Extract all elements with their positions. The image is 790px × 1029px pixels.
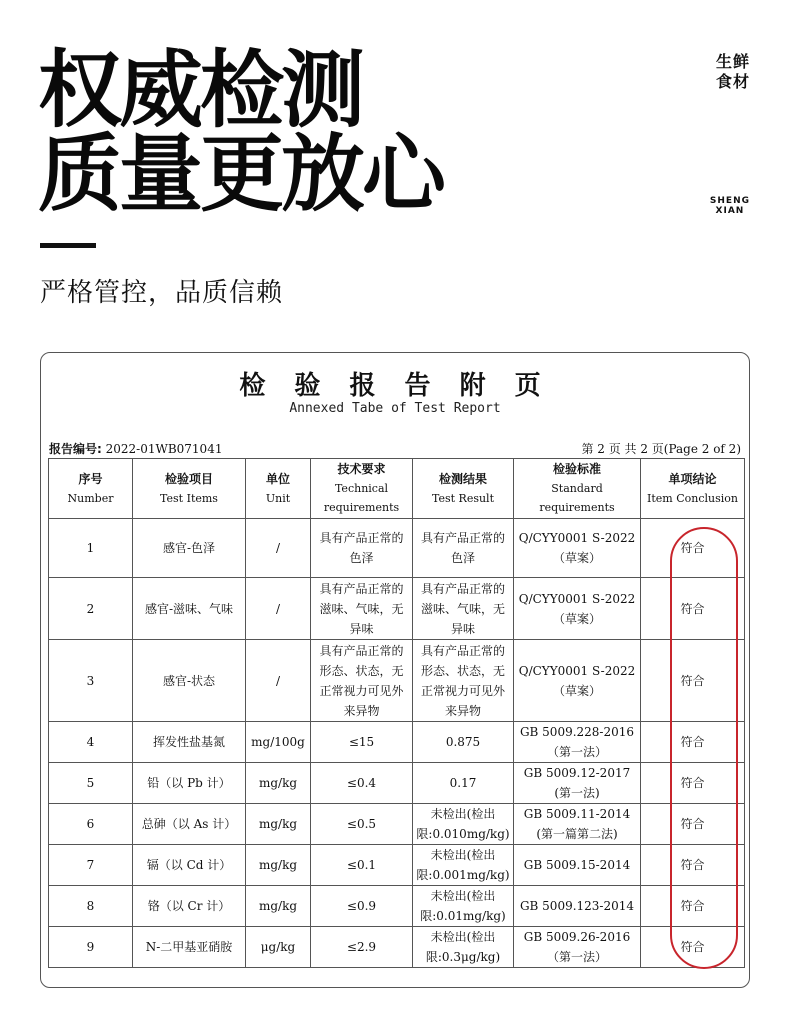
table-row xyxy=(49,804,745,845)
cell-standard: GB 5009.228-2016 （第一法） xyxy=(514,722,641,763)
cell-requirement: ≤0.5 xyxy=(311,804,413,845)
cell-standard: GB 5009.11-2014 (第一篇第二法) xyxy=(514,804,641,845)
table-row xyxy=(49,722,745,763)
cell-conclusion: 符合 xyxy=(641,845,745,886)
report-number-label: 报告编号: xyxy=(49,442,102,456)
cell-number: 5 xyxy=(49,763,133,804)
cell-unit: mg/kg xyxy=(246,804,311,845)
headline-line-1: 权威检测 xyxy=(38,41,363,139)
table-row xyxy=(49,886,745,927)
header-test-items: 检验项目 Test Items xyxy=(133,459,246,519)
cell-requirement: 具有产品正常的色泽 xyxy=(311,519,413,578)
report-table xyxy=(48,458,745,968)
cell-conclusion: 符合 xyxy=(641,763,745,804)
header-standard-requirements: 检验标准 Standard requirements xyxy=(514,459,641,519)
cell-requirement: ≤2.9 xyxy=(311,927,413,968)
cell-result: 0.875 xyxy=(413,722,514,763)
cell-number: 9 xyxy=(49,927,133,968)
category-pinyin-line-2: XIAN xyxy=(715,206,745,216)
cell-standard: Q/CYY0001 S-2022 （草案） xyxy=(514,640,641,722)
cell-number: 7 xyxy=(49,845,133,886)
cell-test-item: 感官-滋味、气味 xyxy=(133,578,246,640)
category-tag-line-1: 生鲜 xyxy=(715,52,750,71)
cell-result: 未检出(检出限:0.010mg/kg) xyxy=(413,804,514,845)
cell-conclusion: 符合 xyxy=(641,804,745,845)
header-unit: 单位 Unit xyxy=(246,459,311,519)
cell-requirement: ≤0.9 xyxy=(311,886,413,927)
cell-result: 具有产品正常的形态、状态，无正常视力可见外来异物 xyxy=(413,640,514,722)
cell-test-item: 铬（以 Cr 计） xyxy=(133,886,246,927)
headline-line-2: 质量更放心 xyxy=(38,125,444,223)
cell-test-item: 挥发性盐基氮 xyxy=(133,722,246,763)
cell-unit: mg/100g xyxy=(246,722,311,763)
cell-test-item: N-二甲基亚硝胺 xyxy=(133,927,246,968)
cell-unit: μg/kg xyxy=(246,927,311,968)
table-row xyxy=(49,845,745,886)
cell-number: 1 xyxy=(49,519,133,578)
cell-test-item: 总砷（以 As 计） xyxy=(133,804,246,845)
header-number: 序号 Number xyxy=(49,459,133,519)
test-report-card xyxy=(40,352,750,988)
cell-requirement: ≤15 xyxy=(311,722,413,763)
report-number-value: 2022-01WB071041 xyxy=(105,442,223,456)
cell-result: 具有产品正常的色泽 xyxy=(413,519,514,578)
cell-standard: GB 5009.15-2014 xyxy=(514,845,641,886)
cell-number: 8 xyxy=(49,886,133,927)
cell-standard: Q/CYY0001 S-2022 （草案） xyxy=(514,519,641,578)
category-pinyin-line-1: SHENG xyxy=(709,196,750,206)
cell-conclusion: 符合 xyxy=(641,640,745,722)
page-info: 第 2 页 共 2 页(Page 2 of 2) xyxy=(581,442,741,456)
cell-number: 4 xyxy=(49,722,133,763)
cell-result: 未检出(检出限:0.3μg/kg) xyxy=(413,927,514,968)
report-subtitle: Annexed Tabe of Test Report xyxy=(289,401,501,416)
cell-standard: Q/CYY0001 S-2022 （草案） xyxy=(514,578,641,640)
table-header-row xyxy=(49,459,745,519)
cell-test-item: 感官-状态 xyxy=(133,640,246,722)
cell-number: 6 xyxy=(49,804,133,845)
category-tag-line-2: 食材 xyxy=(715,72,750,91)
cell-number: 2 xyxy=(49,578,133,640)
cell-result: 未检出(检出限:0.01mg/kg) xyxy=(413,886,514,927)
cell-requirement: ≤0.4 xyxy=(311,763,413,804)
cell-conclusion: 符合 xyxy=(641,578,745,640)
table-row xyxy=(49,578,745,640)
cell-result: 具有产品正常的滋味、气味，无异味 xyxy=(413,578,514,640)
cell-unit: / xyxy=(246,640,311,722)
report-number xyxy=(49,440,222,457)
cell-test-item: 感官-色泽 xyxy=(133,519,246,578)
report-title: 检 验 报 告 附 页 xyxy=(239,371,551,401)
cell-conclusion: 符合 xyxy=(641,886,745,927)
cell-test-item: 镉（以 Cd 计） xyxy=(133,845,246,886)
cell-conclusion: 符合 xyxy=(641,519,745,578)
cell-standard: GB 5009.123-2014 xyxy=(514,886,641,927)
category-pinyin xyxy=(710,196,750,216)
cell-unit: / xyxy=(246,578,311,640)
cell-conclusion: 符合 xyxy=(641,927,745,968)
cell-result: 0.17 xyxy=(413,763,514,804)
accent-rule xyxy=(40,243,96,248)
header-test-result: 检测结果 Test Result xyxy=(413,459,514,519)
cell-number: 3 xyxy=(49,640,133,722)
cell-result: 未检出(检出限:0.001mg/kg) xyxy=(413,845,514,886)
cell-unit: mg/kg xyxy=(246,886,311,927)
header-item-conclusion: 单项结论 Item Conclusion xyxy=(641,459,745,519)
cell-conclusion: 符合 xyxy=(641,722,745,763)
table-row xyxy=(49,640,745,722)
cell-unit: / xyxy=(246,519,311,578)
cell-standard: GB 5009.26-2016 （第一法） xyxy=(514,927,641,968)
cell-requirement: 具有产品正常的滋味、气味，无异味 xyxy=(311,578,413,640)
header-technical-requirements: 技术要求 Technical requirements xyxy=(311,459,413,519)
cell-requirement: ≤0.1 xyxy=(311,845,413,886)
cell-test-item: 铅（以 Pb 计） xyxy=(133,763,246,804)
table-row xyxy=(49,519,745,578)
table-row xyxy=(49,927,745,968)
subtitle: 严格管控，品质信赖 xyxy=(40,278,284,308)
category-tag xyxy=(716,52,750,92)
cell-requirement: 具有产品正常的形态、状态，无正常视力可见外来异物 xyxy=(311,640,413,722)
cell-standard: GB 5009.12-2017 (第一法) xyxy=(514,763,641,804)
cell-unit: mg/kg xyxy=(246,763,311,804)
table-row xyxy=(49,763,745,804)
cell-unit: mg/kg xyxy=(246,845,311,886)
